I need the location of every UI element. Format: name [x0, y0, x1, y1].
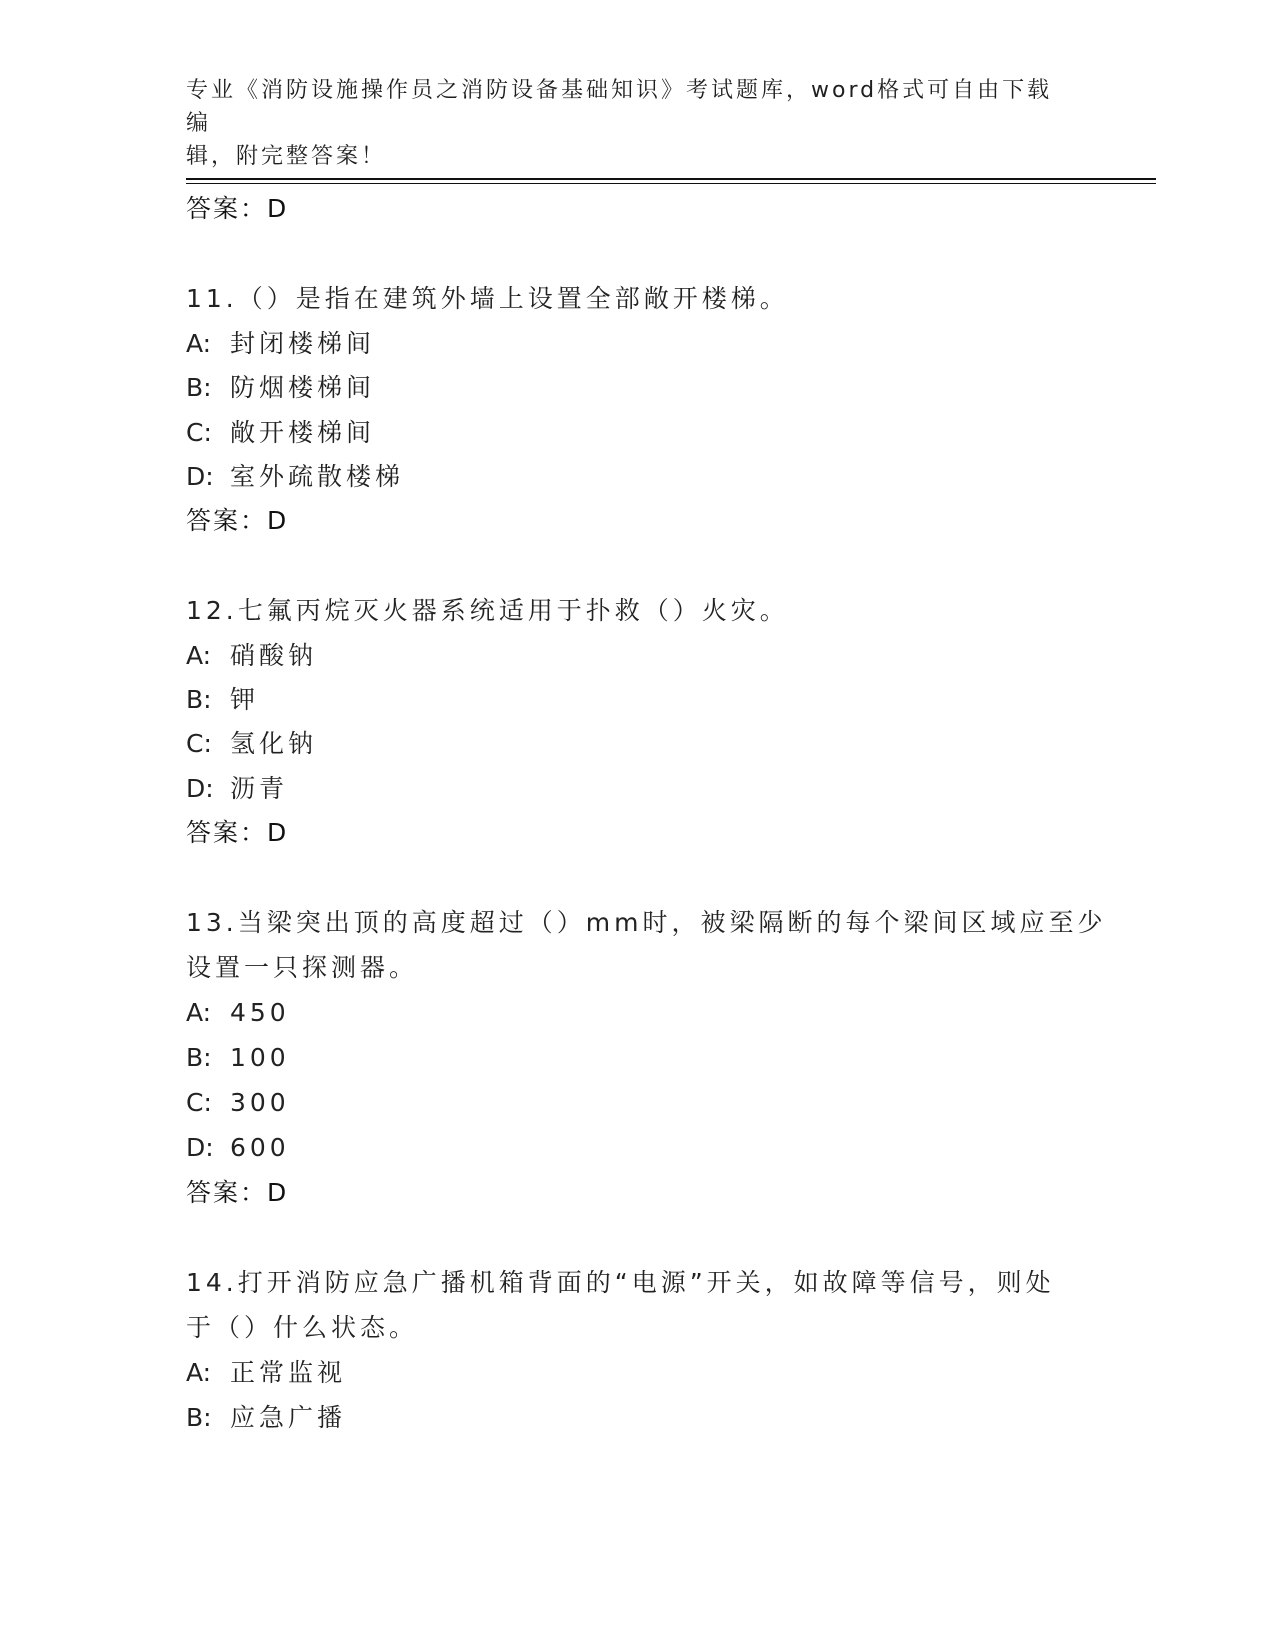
document-header: [186, 74, 1076, 173]
option-key: B:: [186, 373, 212, 402]
option-text: 敞开楼梯间: [230, 418, 376, 447]
option-text: 300: [230, 1088, 290, 1117]
option-c: [186, 410, 375, 456]
option-b: [186, 1035, 290, 1081]
option-text: 室外疏散楼梯: [230, 462, 405, 491]
option-key: B:: [186, 1403, 212, 1432]
option-key: D:: [186, 1133, 214, 1162]
option-key: A:: [186, 641, 212, 670]
option-text: 450: [230, 998, 290, 1027]
option-key: C:: [186, 729, 212, 758]
answer: 答案：D: [186, 506, 289, 535]
header-line-2: 辑，附完整答案！: [186, 144, 387, 169]
question-stem: 12.七氟丙烷灭火器系统适用于扑救（）火灾。: [186, 596, 789, 625]
option-text: 应急广播: [230, 1403, 347, 1432]
option-key: D:: [186, 462, 214, 491]
option-d: [186, 766, 288, 812]
option-key: D:: [186, 774, 214, 803]
option-b: [186, 1395, 346, 1441]
option-d: [186, 454, 404, 500]
question-stem: 13.当梁突出顶的高度超过（）mm时，被梁隔断的每个梁间区域应至少: [186, 908, 1107, 937]
option-key: C:: [186, 418, 212, 447]
option-key: B:: [186, 685, 212, 714]
header-divider-thin: [186, 183, 1156, 184]
option-b: [186, 677, 259, 723]
option-a: [186, 633, 317, 679]
option-a: [186, 321, 375, 367]
option-text: 沥青: [230, 774, 289, 803]
header-line-1: 专业《消防设施操作员之消防设备基础知识》考试题库，word格式可自由下载编: [186, 78, 1053, 136]
question-stem-cont: 设置一只探测器。: [186, 953, 419, 982]
option-text: 硝酸钠: [230, 641, 318, 670]
answer: 答案：D: [186, 1178, 289, 1207]
question-stem: 11.（）是指在建筑外墙上设置全部敞开楼梯。: [186, 284, 789, 313]
question-stem-cont: 于（）什么状态。: [186, 1313, 419, 1342]
option-key: B:: [186, 1043, 212, 1072]
option-c: [186, 721, 317, 767]
option-a: [186, 990, 290, 1036]
option-key: A:: [186, 1358, 212, 1387]
question-stem: 14.打开消防应急广播机箱背面的“电源”开关，如故障等信号，则处: [186, 1268, 1055, 1297]
option-a: [186, 1350, 346, 1396]
option-text: 封闭楼梯间: [230, 329, 376, 358]
option-c: [186, 1080, 290, 1126]
option-text: 防烟楼梯间: [230, 373, 376, 402]
option-text: 600: [230, 1133, 290, 1162]
previous-answer: 答案：D: [186, 194, 289, 223]
option-key: C:: [186, 1088, 212, 1117]
answer: 答案：D: [186, 818, 289, 847]
option-d: [186, 1125, 290, 1171]
header-divider-thick: [186, 178, 1156, 180]
option-key: A:: [186, 329, 212, 358]
option-b: [186, 365, 375, 411]
option-text: 正常监视: [230, 1358, 347, 1387]
option-text: 100: [230, 1043, 290, 1072]
option-key: A:: [186, 998, 212, 1027]
option-text: 钾: [230, 685, 260, 714]
option-text: 氢化钠: [230, 729, 318, 758]
